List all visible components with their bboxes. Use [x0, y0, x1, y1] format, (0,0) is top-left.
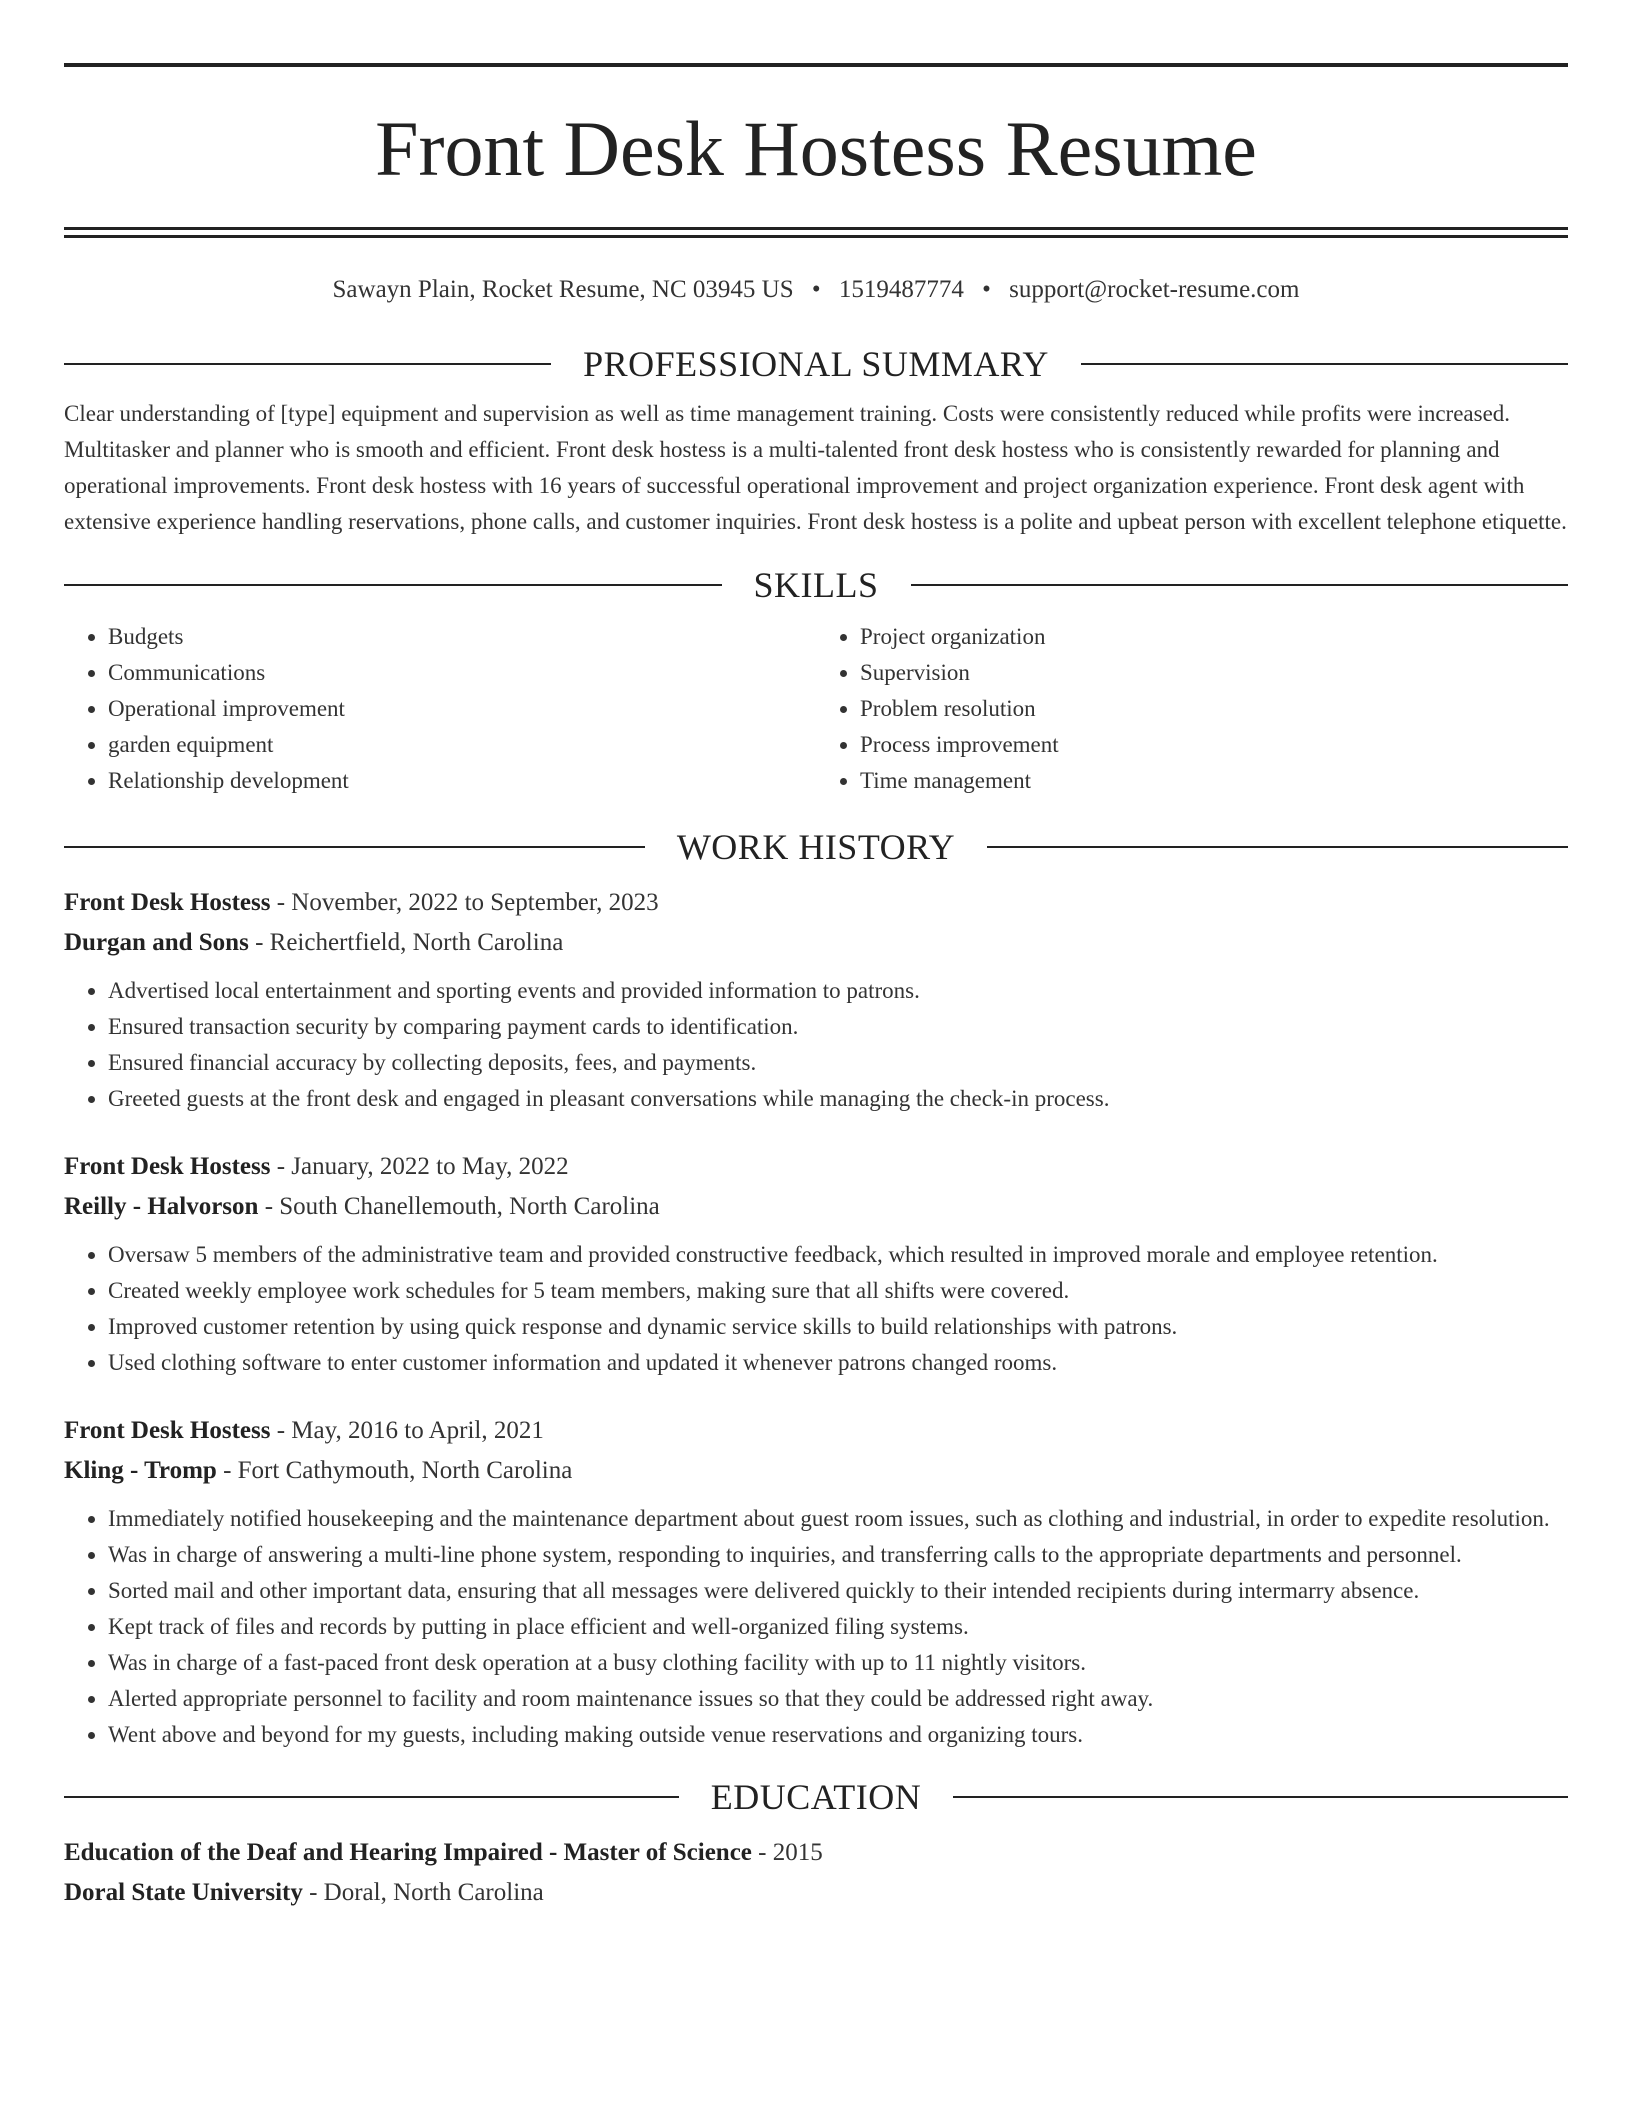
education-year: - 2015 — [751, 1839, 823, 1866]
job-bullet: • Went above and beyond for my guests, including making outside venue reservations and organizing tours. — [108, 1717, 1568, 1753]
job-title-line — [64, 883, 1568, 923]
divider-line — [64, 846, 645, 848]
divider-line — [64, 584, 722, 586]
job-title: Front Desk Hostess — [64, 1153, 271, 1180]
job-bullet: • Greeted guests at the front desk and engaged in pleasant conversations while managing the check-in process. — [108, 1081, 1568, 1117]
page-title: Front Desk Hostess Resume — [375, 105, 1257, 192]
job-company: Kling - Tromp — [64, 1457, 217, 1484]
skills-columns — [64, 619, 1568, 799]
job-dates: - November, 2022 to September, 2023 — [270, 889, 659, 916]
skills-list-right — [816, 619, 1568, 799]
contact-phone: 1519487774 — [838, 276, 964, 303]
education-school: Doral State University — [64, 1879, 303, 1906]
job-bullets — [64, 1237, 1568, 1381]
job-entry — [64, 1411, 1568, 1753]
skill-item: • Time management — [860, 763, 1568, 799]
job-company-line — [64, 1451, 1568, 1491]
job-dates: - January, 2022 to May, 2022 — [270, 1153, 569, 1180]
skills-list-left — [64, 619, 816, 799]
job-bullet: • Used clothing software to enter customer information and updated it whenever patrons changed rooms. — [108, 1345, 1568, 1381]
skill-item: • Problem resolution — [860, 691, 1568, 727]
top-rule — [64, 63, 1568, 67]
education-degree-line — [64, 1833, 1568, 1873]
job-bullet: • Alerted appropriate personnel to facility and room maintenance issues so that they could be addressed right away. — [108, 1681, 1568, 1717]
job-entry — [64, 1147, 1568, 1381]
contact-separator: • — [982, 276, 991, 303]
job-bullet: • Ensured financial accuracy by collecting deposits, fees, and payments. — [108, 1045, 1568, 1081]
job-bullets — [64, 973, 1568, 1117]
contact-line — [64, 274, 1568, 306]
job-title: Front Desk Hostess — [64, 889, 271, 916]
section-title: EDUCATION — [710, 1777, 922, 1817]
divider-line — [987, 846, 1568, 848]
job-company: Durgan and Sons — [64, 929, 249, 956]
education-entry — [64, 1833, 1568, 1913]
job-bullet: • Advertised local entertainment and sporting events and provided information to patrons. — [108, 973, 1568, 1009]
resume-page — [64, 0, 1568, 1913]
title-double-rule — [64, 227, 1568, 238]
job-title-line — [64, 1411, 1568, 1451]
job-company-line — [64, 923, 1568, 963]
job-bullet: • Was in charge of a fast-paced front desk operation at a busy clothing facility with up to 11 nightly visitors. — [108, 1645, 1568, 1681]
job-location: - South Chanellemouth, North Carolina — [258, 1193, 660, 1220]
education-degree: Education of the Deaf and Hearing Impaired - Master of Science — [64, 1839, 752, 1866]
education-location: - Doral, North Carolina — [302, 1879, 544, 1906]
skill-item: • Relationship development — [108, 763, 816, 799]
divider-line — [1081, 363, 1568, 365]
education-school-line — [64, 1873, 1568, 1913]
skill-item: • Process improvement — [860, 727, 1568, 763]
section-header-work — [64, 825, 1568, 869]
job-bullet: • Sorted mail and other important data, ensuring that all messages were delivered quickly to their intended recipients during intermarry absence. — [108, 1573, 1568, 1609]
summary-text: Clear understanding of [type] equipment and supervision as well as time management training. Costs were consistently reduced while profits were increased. Multitasker and planner who is smooth and efficient. Front desk hostess is a multi-talented front desk hostess who is consistently rewarded for planning and operational improvements. Front desk hostess with 16 years of successful operational improvement and project organization experience. Front desk agent with extensive experience handling reservations, phone calls, and customer inquiries. Front desk hostess is a polite and upbeat person with excellent telephone etiquette. — [64, 401, 1567, 534]
job-title-line — [64, 1147, 1568, 1187]
divider-line — [911, 584, 1569, 586]
divider-line — [953, 1796, 1568, 1798]
section-header-education — [64, 1775, 1568, 1819]
section-header-skills — [64, 563, 1568, 607]
skill-item: • Budgets — [108, 619, 816, 655]
skill-item: • Communications — [108, 655, 816, 691]
job-company: Reilly - Halvorson — [64, 1193, 259, 1220]
job-title: Front Desk Hostess — [64, 1417, 271, 1444]
skill-item: • Project organization — [860, 619, 1568, 655]
job-bullet: • Was in charge of answering a multi-line phone system, responding to inquiries, and transferring calls to the appropriate departments and personnel. — [108, 1537, 1568, 1573]
section-title: WORK HISTORY — [676, 827, 956, 867]
section-title: PROFESSIONAL SUMMARY — [583, 344, 1049, 384]
job-bullet: • Created weekly employee work schedules for 5 team members, making sure that all shifts were covered. — [108, 1273, 1568, 1309]
contact-address: Sawayn Plain, Rocket Resume, NC 03945 US — [332, 276, 794, 303]
job-bullet: • Kept track of files and records by putting in place efficient and well-organized filing systems. — [108, 1609, 1568, 1645]
job-company-line — [64, 1187, 1568, 1227]
skill-item: • Supervision — [860, 655, 1568, 691]
job-bullet: • Ensured transaction security by comparing payment cards to identification. — [108, 1009, 1568, 1045]
job-bullet: • Oversaw 5 members of the administrative team and provided constructive feedback, which resulted in improved morale and employee retention. — [108, 1237, 1568, 1273]
section-header-summary — [64, 342, 1568, 386]
skill-item: • garden equipment — [108, 727, 816, 763]
job-dates: - May, 2016 to April, 2021 — [270, 1417, 544, 1444]
divider-line — [64, 1796, 679, 1798]
section-title: SKILLS — [753, 565, 879, 605]
job-location: - Fort Cathymouth, North Carolina — [216, 1457, 573, 1484]
job-entry — [64, 883, 1568, 1117]
divider-line — [64, 363, 551, 365]
job-bullets — [64, 1501, 1568, 1753]
contact-separator: • — [811, 276, 821, 303]
contact-email: support@rocket-resume.com — [1009, 276, 1300, 303]
job-bullet: • Immediately notified housekeeping and the maintenance department about guest room issues, such as clothing and industrial, in order to expedite resolution. — [108, 1501, 1568, 1537]
job-location: - Reichertfield, North Carolina — [248, 929, 564, 956]
skill-item: • Operational improvement — [108, 691, 816, 727]
job-bullet: • Improved customer retention by using quick response and dynamic service skills to build relationships with patrons. — [108, 1309, 1568, 1345]
